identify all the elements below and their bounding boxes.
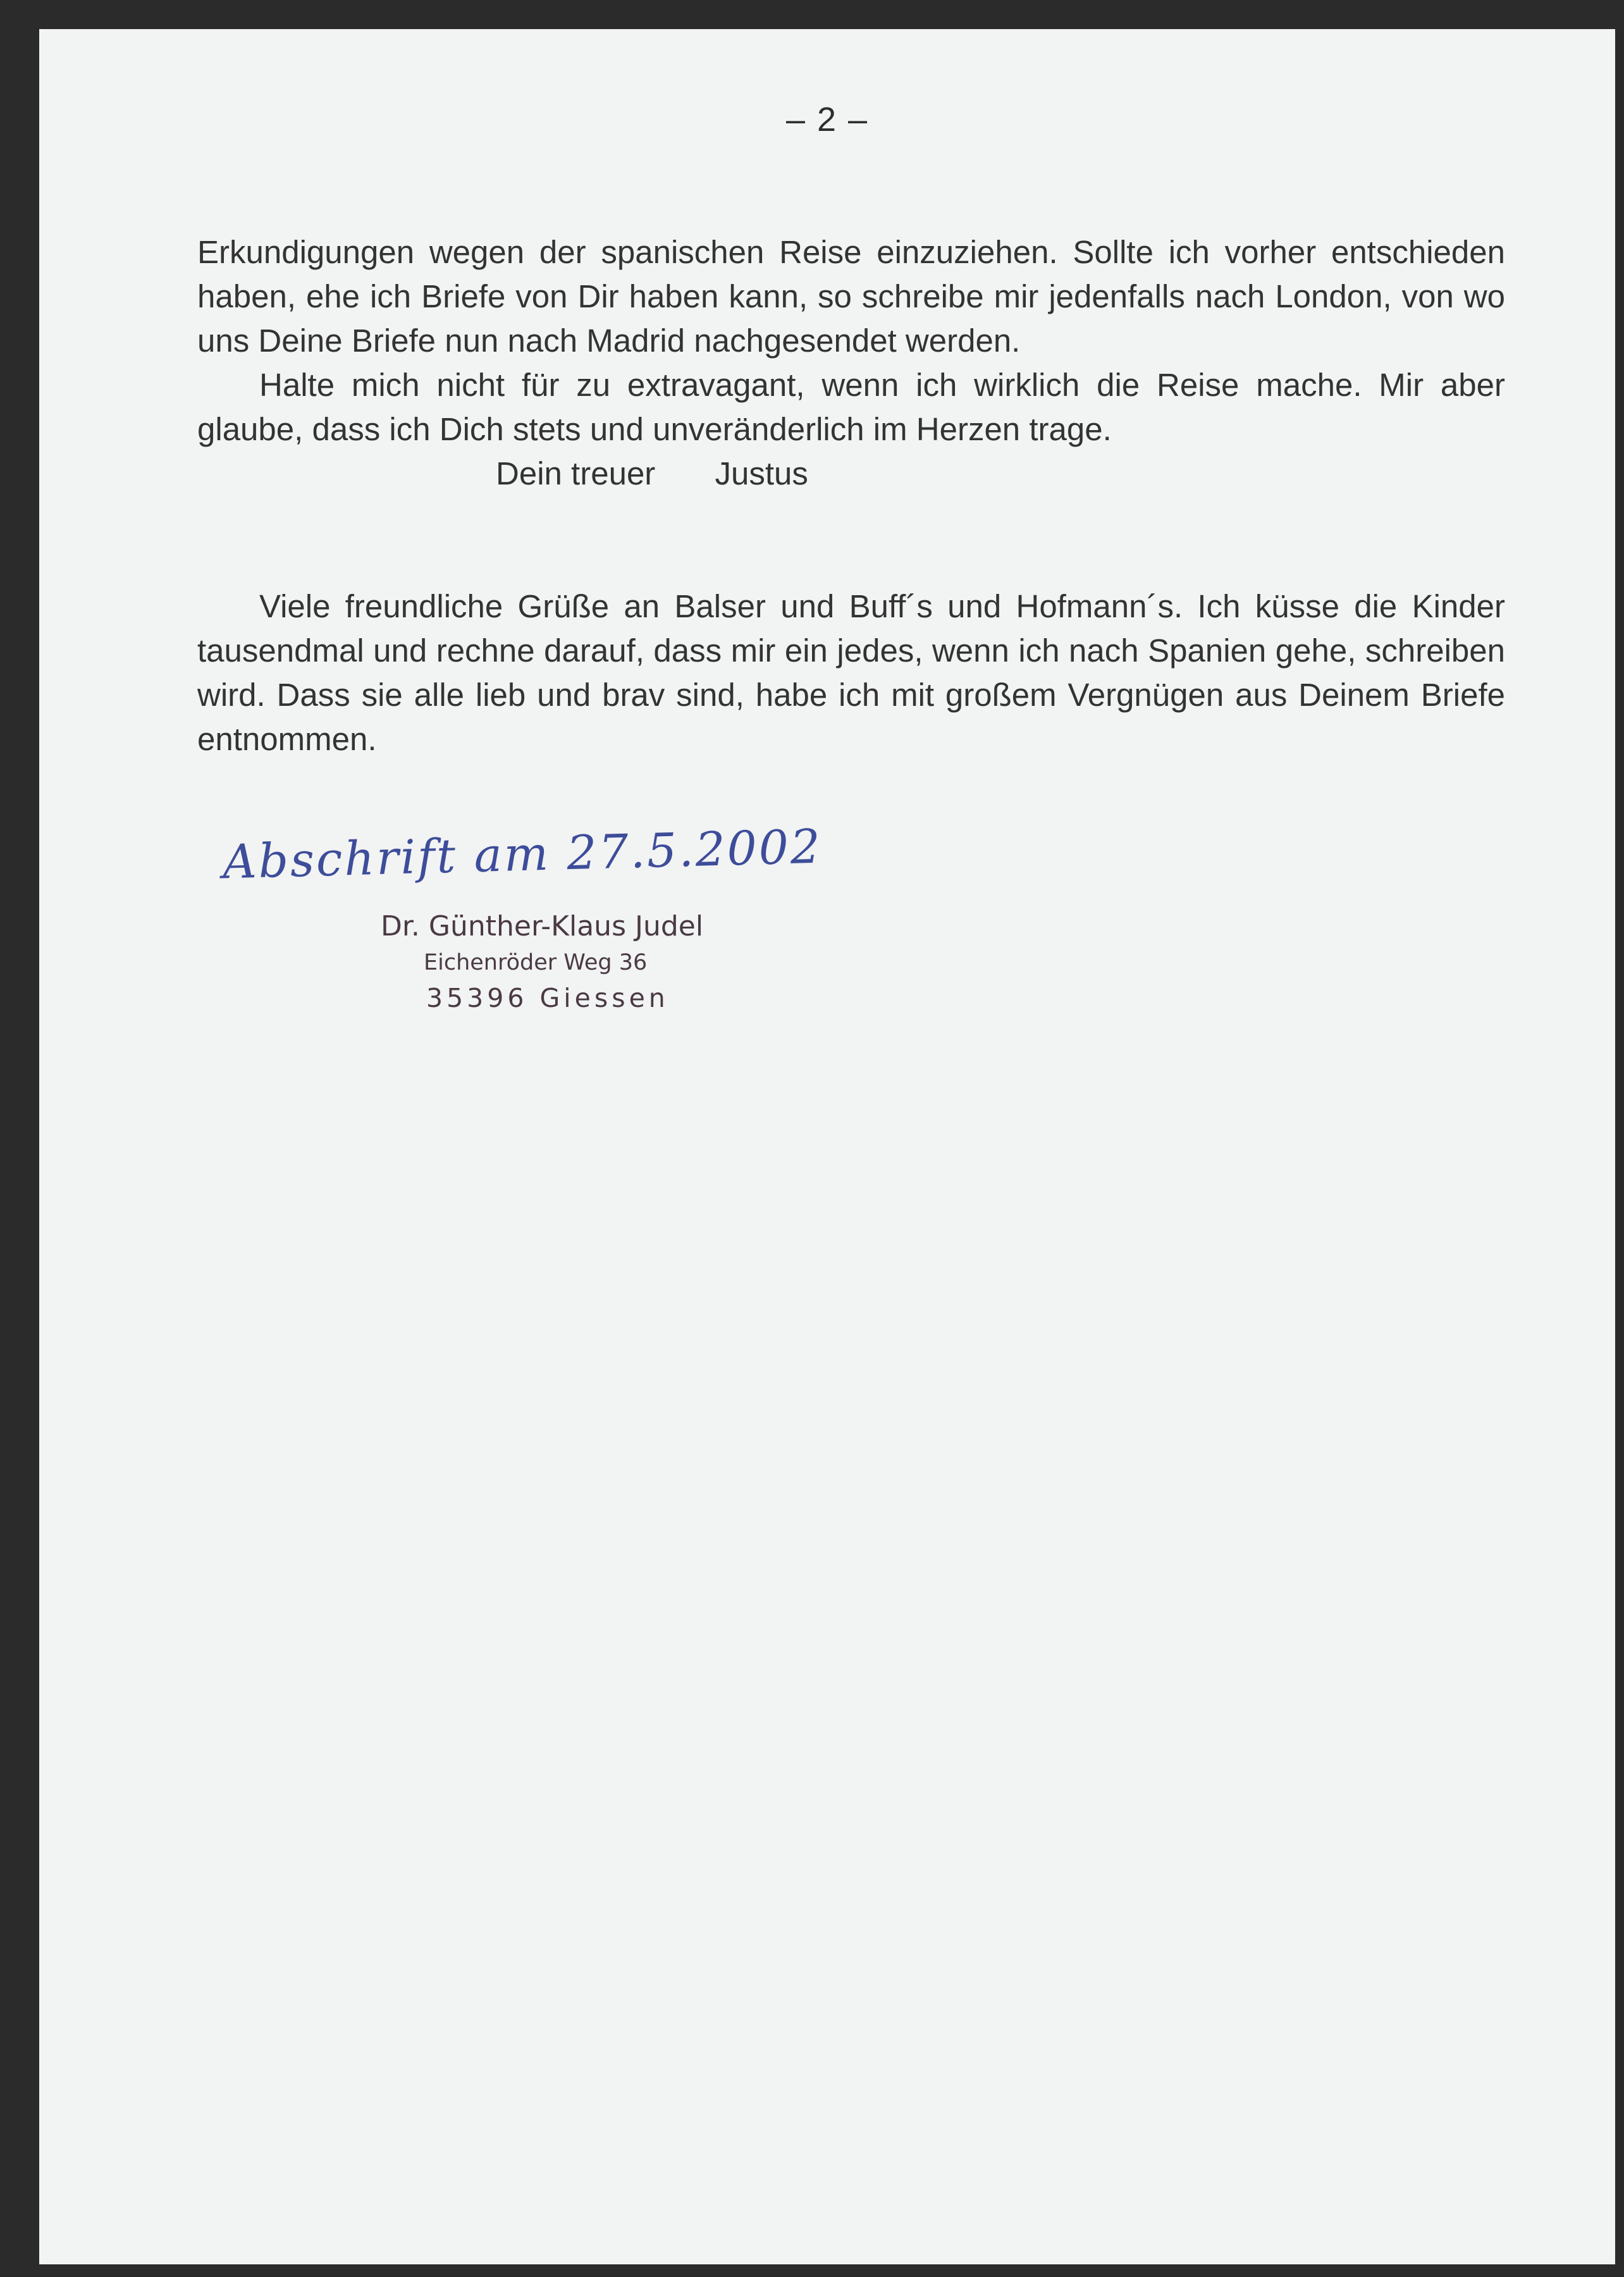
stamp-city: 35396 Giessen <box>426 983 669 1013</box>
stamp-name: Dr. Günther-Klaus Judel <box>381 910 704 942</box>
handwritten-note: Abschrift am 27.5.2002 <box>222 819 823 890</box>
closing-phrase: Dein treuer <box>496 455 656 491</box>
address-stamp <box>381 907 703 1017</box>
paragraph-text: Viele freundliche Grüße an Balser und Buff´s und Hofmann´s. Ich küsse die Kinder tausendmal und rechne darauf, dass mir ein jedes, wenn ich nach Spanien gehe, schreiben wird. Dass sie alle lieb und brav sind, habe ich mit großem Vergnügen aus Deinem Briefe entnommen. <box>197 588 1505 757</box>
letter-paragraph-1 <box>197 230 1505 363</box>
letter-postscript <box>197 584 1505 762</box>
document-page <box>39 29 1615 2264</box>
paragraph-text: Halte mich nicht für zu extravagant, wenn ich wirklich die Reise mache. Mir aber glaube, dass ich Dich stets und unveränderlich im Herzen trage. <box>197 367 1505 447</box>
paragraph-text: Erkundigungen wegen der spanischen Reise einzuziehen. Sollte ich vorher entschieden haben, ehe ich Briefe von Dir haben kann, so schreibe mir jedenfalls nach London, von wo uns Deine Briefe nun nach Madrid nachgesendet werden. <box>197 234 1505 359</box>
signature-name: Justus <box>715 455 808 491</box>
letter-signoff <box>496 452 808 496</box>
stamp-street: Eichenröder Weg 36 <box>424 950 648 975</box>
letter-paragraph-2 <box>197 363 1505 452</box>
page-number: – 2 – <box>785 101 869 139</box>
